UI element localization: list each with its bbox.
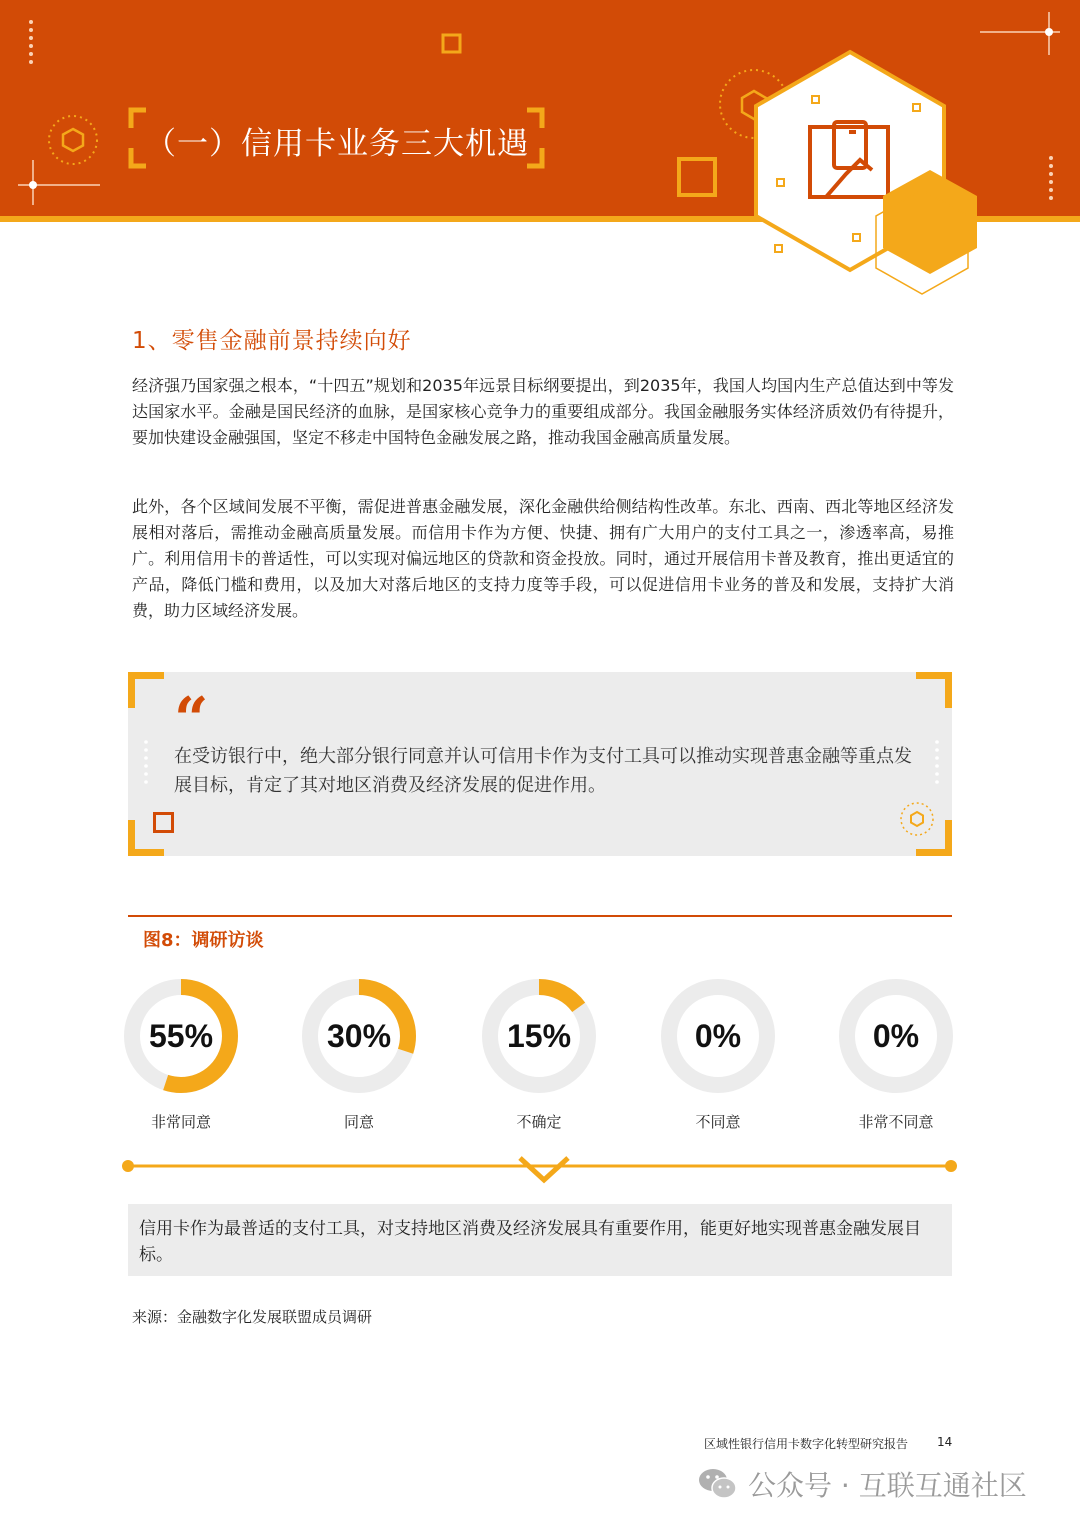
donut-category-label: 不同意 xyxy=(695,1113,741,1131)
section-title: （一）信用卡业务三大机遇 xyxy=(145,126,529,162)
dotted-circle-icon xyxy=(901,803,933,835)
timeline-divider xyxy=(0,1150,1080,1190)
quote-text: 在受访银行中，绝大部分银行同意并认可信用卡作为支付工具可以推动实现普惠金融等重点发展目标，肯定了其对地区消费及经济发展的促进作用。 xyxy=(174,746,912,796)
hexagon-icon xyxy=(911,812,923,826)
quote-mark-icon: “ xyxy=(174,685,209,755)
watermark-text: 公众号 · 互联互通社区 xyxy=(748,1469,1027,1502)
body-paragraph-2: 此外，各个区域间发展不平衡，需促进普惠金融发展，深化金融供给侧结构性改革。东北、西南、西北等地区经济发展相对落后，需推动金融高质量发展。而信用卡作为方便、快捷、拥有广大用户的支付工具之一，渗透率高，易推广。利用信用卡的普适性，可以实现对偏远地区的贷款和资金投放。同时，通过开展信用卡普及教育，推出更适宜的产品，降低门槛和费用，以及加大对落后地区的支持力度等手段，可以促进信用卡业务的普及和发展，支持扩大消费，助力区域经济发展。 xyxy=(132,497,954,620)
subsection-heading: 1、零售金融前景持续向好 xyxy=(132,328,412,354)
donut-value-label: 0% xyxy=(694,1018,742,1054)
donut-chart-row xyxy=(0,970,1080,1105)
footer-report-title: 区域性银行信用卡数字化转型研究报告 xyxy=(704,1437,909,1451)
body-paragraph-1: 经济强乃国家强之根本，“十四五”规划和2035年远景目标纲要提出，到2035年，我国人均国内生产总值达到中等发达国家水平。金融是国民经济的血脉，是国家核心竞争力的重要组成部分。我国金融服务实体经济质效仍有待提升，要加快建设金融强国，坚定不移走中国特色金融发展之路，推动我国金融高质量发展。 xyxy=(132,376,954,447)
donut-value-label: 55% xyxy=(148,1018,214,1054)
donut-category-label: 非常不同意 xyxy=(858,1113,934,1131)
figure-title: 图8：调研访谈 xyxy=(143,930,264,951)
figure-divider xyxy=(128,915,952,917)
donut-value-label: 15% xyxy=(506,1018,572,1054)
donut-value-label: 30% xyxy=(326,1018,392,1054)
donut-value-label: 0% xyxy=(872,1018,920,1054)
watermark xyxy=(698,1464,1027,1504)
wechat-icon xyxy=(698,1466,738,1502)
donut-category-label: 同意 xyxy=(343,1113,374,1131)
summary-text: 信用卡作为最普适的支付工具，对支持地区消费及经济发展具有重要作用，能更好地实现普惠金融发展目标。 xyxy=(139,1219,921,1265)
page-number: 14 xyxy=(937,1435,953,1449)
donut-category-label: 非常同意 xyxy=(150,1113,211,1131)
donut-category-label: 不确定 xyxy=(516,1113,562,1131)
chevron-down-icon xyxy=(520,1158,568,1180)
source-note: 来源：金融数字化发展联盟成员调研 xyxy=(132,1308,373,1326)
